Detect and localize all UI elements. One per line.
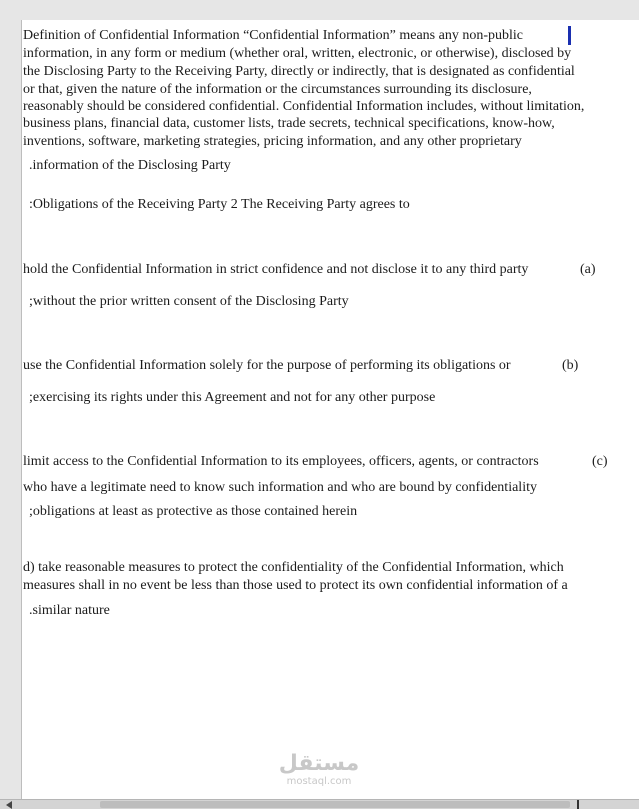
list-marker: (c): [592, 454, 608, 469]
text-line: limit access to the Confidential Information to its employees, officers, agents, or contractors: [23, 454, 539, 469]
text-cursor: [568, 26, 571, 45]
scroll-left-arrow-icon[interactable]: [6, 801, 12, 809]
watermark-url: mostaql.com: [286, 776, 352, 787]
watermark-logo: مستقل: [278, 751, 360, 776]
text-line: ;exercising its rights under this Agreement and not for any other purpose: [29, 390, 436, 405]
section-heading: :Obligations of the Receiving Party 2 The Receiving Party agrees to: [29, 197, 410, 212]
list-marker: (a): [580, 262, 596, 277]
text-line: inventions, software, marketing strategies, pricing information, and any other proprietary: [23, 134, 522, 149]
text-line: reasonably should be considered confidential. Confidential Information includes, without limitation,: [23, 99, 585, 114]
text-line: .similar nature: [29, 603, 110, 618]
text-line: who have a legitimate need to know such information and who are bound by confidentiality: [23, 480, 537, 495]
text-line: ;obligations at least as protective as those contained herein: [29, 504, 358, 519]
text-line: the Disclosing Party to the Receiving Party, directly or indirectly, that is designated as confidential: [23, 64, 575, 79]
text-line: or that, given the nature of the information or the circumstances surrounding its disclosure,: [23, 82, 532, 97]
text-line: .information of the Disclosing Party: [29, 158, 231, 173]
text-line: ;without the prior written consent of the Disclosing Party: [29, 294, 349, 309]
text-line: use the Confidential Information solely for the purpose of performing its obligations or: [23, 358, 511, 373]
text-line: information, in any form or medium (whether oral, written, electronic, or otherwise), disclosed by: [23, 46, 572, 61]
scrollbar-thumb[interactable]: [100, 801, 570, 808]
text-line: Definition of Confidential Information “Confidential Information” means any non-public: [23, 28, 523, 43]
text-line: d) take reasonable measures to protect the confidentiality of the Confidential Information, which: [23, 560, 564, 575]
text-line: measures shall in no event be less than those used to protect its own confidential information of a: [23, 578, 568, 593]
text-line: hold the Confidential Information in strict confidence and not disclose it to any third party: [23, 262, 529, 277]
list-marker: (b): [562, 358, 579, 373]
text-line: business plans, financial data, customer lists, trade secrets, technical specifications, know-how,: [23, 116, 555, 131]
scroll-position-marker: [577, 800, 579, 809]
watermark: [276, 752, 362, 788]
